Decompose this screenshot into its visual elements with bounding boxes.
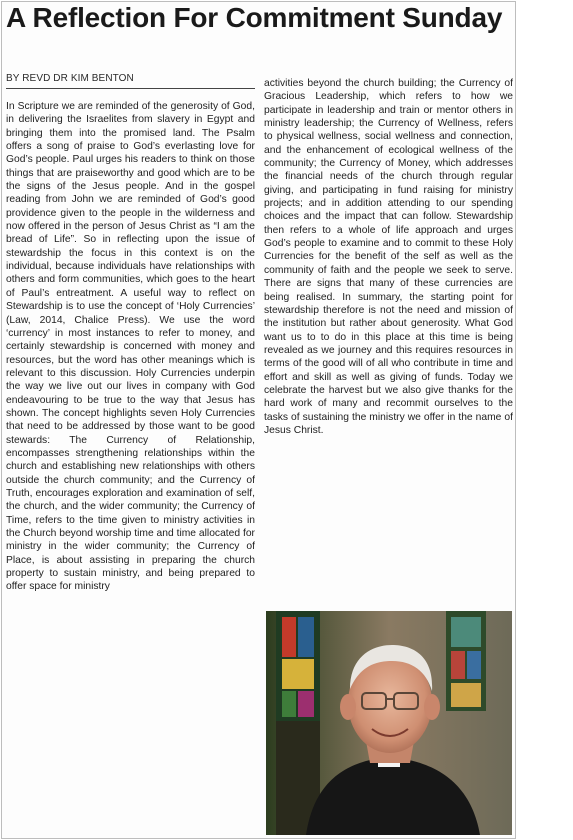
- author-photo: [266, 611, 573, 835]
- byline-divider: [6, 88, 255, 89]
- photo-caption: Revd Dr Kim Benton: [537, 793, 573, 829]
- article-body-right-column: [264, 77, 513, 437]
- article-title: A Reflection For Commitment Sunday: [6, 2, 503, 33]
- article-byline: BY REVD DR KIM BENTON: [6, 73, 134, 84]
- body-paragraph-left: In Scripture we are reminded of the generosity of God, in delivering the Israelites from slavery in Egypt and bringing them into the promised land. The Psalm offers a song of praise to God’s everlasting love for God’s people. Paul urges his readers to think on those things that are praiseworthy and good which are to be the signs of the Jesus people. And in the gospel reading from John we are reminded of God’s good providence given to the people in the wilderness and now offered in the person of Jesus Christ as “I am the bread of Life”. So in reflecting upon the issue of stewardship the focus in this context is on the individual, because individuals have relationships with others and form communities, which goes to the heart of Paul’s entreatment. A useful way to reflect on Stewardship is to use the concept of ‘Holy Currencies’ (Law, 2014, Chalice Press). We use the word ‘currency’ in most instances to refer to money, and certainly stewardship is concerned with money and resources, but the word has other meanings which is relevant to this discussion. Holy Currencies underpin the way we live out our lives in company with God endeavouring to be true to the way that Jesus has shown. The concept highlights seven Holy Currencies that need to be addressed by those want to be good stewards: The Currency of Relationship, encompasses strengthening relationships within the church and establishing new relationships with others outside the church community; and the Currency of Truth, encourages exploration and examination of self, the church, and the wider community; the Currency of Time, refers to the time given to ministry activities in the Church beyond worship time and time allocated for ministry in the wider community; the Currency of Place, is about assisting in preparing the church property to sustain ministry, and being prepared to offer space for ministry: [6, 101, 255, 593]
- article-body-left-column: [6, 100, 255, 594]
- body-paragraph-right: activities beyond the church building; the Currency of Gracious Leadership, which refers to how we participate in leadership and train or mentor others in ministry leadership; the Currency of Wellness, refers to physical wellness, social wellness and connection, and the enhancement of ecological wellness of the community; the Currency of Money, which addresses the financial needs of the church through regular giving, and participating in fund raising for ministry projects; and in addition attending to our spending choices and the impact that can follow. Stewardship then refers to a whole of life approach and urges God’s people to examine and to commit to these Holy Currencies for the benefit of the self as well as the community of faith and the people we seek to serve. There are signs that many of these currencies are being realised. In summary, the starting point for stewardship therefore is not the need and mission of the institution but rather about generosity. What God want us to to do in this place at this time is being revealed as we journey and this requires resources in terms of the good will of all who contribute in time and effort and skill as well as giving of funds. Today we celebrate the harvest but we also give thanks for the hard work of many and recommit ourselves to the tasks of sustaining the ministry we offer in the name of Jesus Christ.: [264, 78, 513, 436]
- author-photo-image: [266, 611, 512, 835]
